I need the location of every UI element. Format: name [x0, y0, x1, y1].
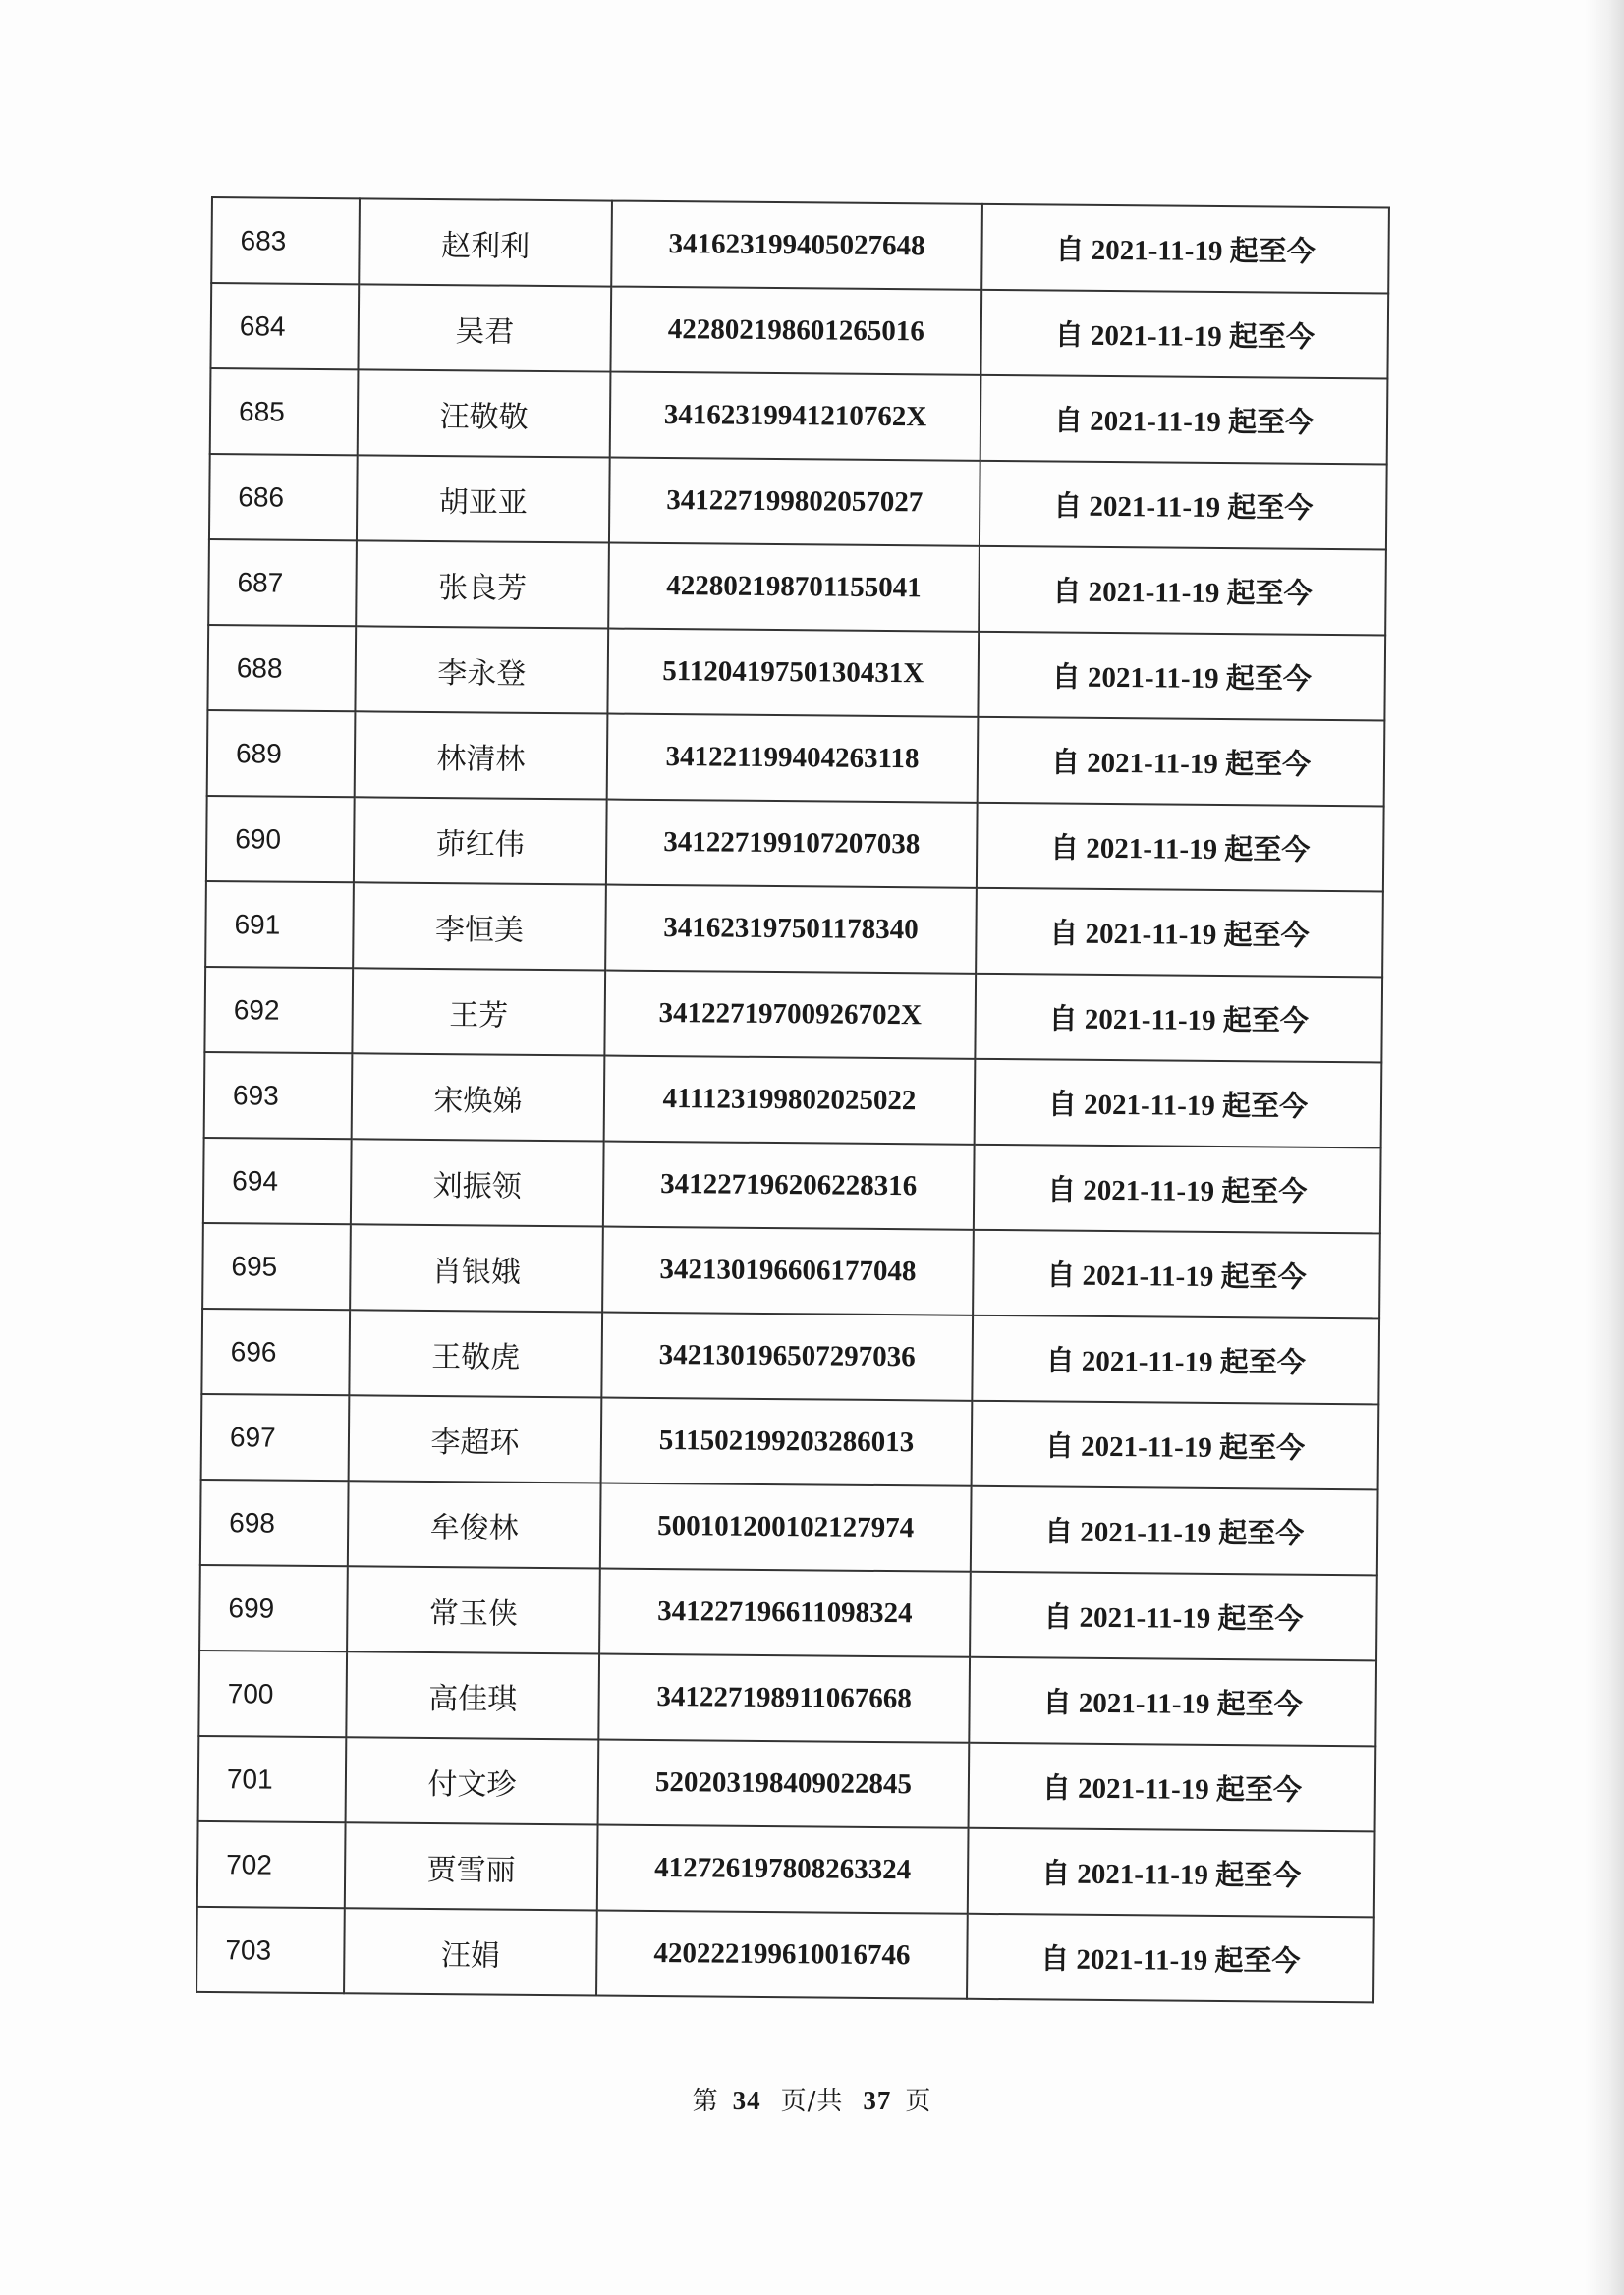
- row-number: 703: [196, 1907, 345, 1993]
- person-name: 吴君: [358, 284, 611, 371]
- table-row: [201, 1394, 1379, 1489]
- person-name: 宋焕娣: [352, 1053, 605, 1141]
- person-name: 李恒美: [353, 882, 606, 970]
- row-number: 692: [204, 967, 353, 1053]
- table-row: [199, 1565, 1377, 1660]
- id-number: 411123199802025022: [604, 1056, 976, 1145]
- row-number: 697: [201, 1394, 350, 1481]
- table-row: [200, 1480, 1378, 1575]
- validity-period: 自 2021-11-19 起至今: [970, 1572, 1377, 1661]
- validity-period: 自 2021-11-19 起至今: [976, 888, 1383, 978]
- table-row: [211, 197, 1389, 293]
- row-number: 689: [207, 710, 356, 797]
- row-number: 700: [198, 1651, 347, 1737]
- validity-period: 自 2021-11-19 起至今: [977, 803, 1384, 892]
- current-page-number: 34: [732, 2086, 761, 2115]
- validity-period: 自 2021-11-19 起至今: [974, 1145, 1381, 1234]
- records-table: [196, 196, 1390, 2003]
- validity-period: 自 2021-11-19 起至今: [979, 546, 1386, 636]
- row-number: 699: [199, 1565, 348, 1651]
- table-row: [209, 454, 1387, 549]
- person-name: 张良芳: [356, 540, 609, 628]
- validity-period: 自 2021-11-19 起至今: [978, 717, 1385, 807]
- table-row: [196, 1907, 1374, 2002]
- row-number: 685: [210, 368, 359, 455]
- id-number: 422802198701155041: [608, 543, 980, 632]
- person-name: 汪娟: [344, 1908, 597, 1995]
- validity-period: 自 2021-11-19 起至今: [969, 1743, 1376, 1832]
- page-footer: [0, 2081, 1624, 2117]
- validity-period: 自 2021-11-19 起至今: [978, 632, 1385, 721]
- records-table-body: [196, 197, 1389, 2002]
- validity-period: 自 2021-11-19 起至今: [968, 1828, 1375, 1918]
- table-row: [204, 967, 1382, 1062]
- id-number: 342130196606177048: [602, 1227, 974, 1315]
- row-number: 690: [206, 796, 355, 882]
- person-name: 李永登: [355, 626, 608, 713]
- person-name: 王芳: [352, 968, 605, 1055]
- person-name: 刘振领: [351, 1139, 604, 1226]
- table-row: [206, 796, 1384, 891]
- id-number: 511502199203286013: [601, 1398, 973, 1486]
- scan-shadow-edge: [1585, 0, 1624, 2295]
- table-row: [210, 283, 1388, 378]
- validity-period: 自 2021-11-19 起至今: [967, 1914, 1374, 2003]
- validity-period: 自 2021-11-19 起至今: [981, 204, 1389, 294]
- row-number: 696: [201, 1309, 350, 1395]
- person-name: 林清林: [355, 711, 608, 799]
- validity-period: 自 2021-11-19 起至今: [972, 1401, 1379, 1490]
- id-number: 341227196611098324: [599, 1569, 971, 1657]
- id-number: 500101200102127974: [600, 1483, 972, 1572]
- table-row: [198, 1651, 1376, 1746]
- validity-period: 自 2021-11-19 起至今: [972, 1315, 1379, 1405]
- id-number: 341227199802057027: [609, 458, 980, 546]
- row-number: 687: [208, 539, 357, 626]
- footer-suffix: 页: [905, 2087, 932, 2116]
- person-name: 胡亚亚: [357, 455, 610, 542]
- footer-prefix: 第: [692, 2087, 719, 2116]
- row-number: 693: [204, 1052, 353, 1139]
- row-number: 691: [205, 881, 354, 968]
- row-number: 683: [211, 197, 360, 284]
- person-name: 贾雪丽: [345, 1822, 598, 1910]
- validity-period: 自 2021-11-19 起至今: [980, 375, 1388, 465]
- validity-period: 自 2021-11-19 起至今: [971, 1486, 1378, 1576]
- id-number: 412726197808263324: [597, 1824, 969, 1913]
- table-row: [198, 1736, 1376, 1831]
- id-number: 342130196507297036: [601, 1313, 973, 1401]
- id-number: 341227199107207038: [606, 800, 978, 888]
- id-number: 34162319941210762X: [610, 372, 981, 461]
- id-number: 34122719700926702X: [604, 971, 976, 1059]
- table-row: [207, 710, 1385, 806]
- table-row: [207, 625, 1385, 720]
- person-name: 赵利利: [359, 198, 612, 286]
- row-number: 686: [209, 454, 358, 540]
- row-number: 684: [210, 283, 359, 369]
- records-table-wrapper: [196, 196, 1390, 2003]
- validity-period: 自 2021-11-19 起至今: [973, 1230, 1380, 1319]
- row-number: 695: [202, 1223, 351, 1310]
- row-number: 694: [203, 1138, 352, 1224]
- validity-period: 自 2021-11-19 起至今: [980, 290, 1388, 379]
- id-number: 520203198409022845: [598, 1740, 970, 1828]
- table-row: [201, 1309, 1379, 1404]
- footer-middle: 页/共: [780, 2087, 844, 2116]
- person-name: 常玉侠: [347, 1566, 600, 1653]
- validity-period: 自 2021-11-19 起至今: [975, 974, 1382, 1063]
- row-number: 702: [197, 1821, 346, 1908]
- table-row: [204, 1052, 1382, 1148]
- person-name: 王敬虎: [349, 1310, 602, 1397]
- person-name: 肖银娥: [350, 1224, 603, 1312]
- validity-period: 自 2021-11-19 起至今: [969, 1657, 1376, 1747]
- id-number: 341623199405027648: [611, 201, 982, 290]
- row-number: 688: [207, 625, 356, 711]
- table-row: [205, 881, 1383, 977]
- row-number: 701: [198, 1736, 347, 1822]
- validity-period: 自 2021-11-19 起至今: [975, 1059, 1382, 1148]
- id-number: 51120419750130431X: [607, 629, 979, 717]
- id-number: 422802198601265016: [610, 287, 981, 375]
- table-row: [197, 1821, 1375, 1917]
- total-pages-number: 37: [863, 2086, 892, 2115]
- person-name: 付文珍: [346, 1737, 599, 1824]
- person-name: 高佳琪: [346, 1651, 599, 1739]
- person-name: 牟俊林: [348, 1481, 601, 1568]
- id-number: 341227196206228316: [603, 1142, 975, 1230]
- id-number: 341623197501178340: [605, 885, 977, 974]
- id-number: 420222199610016746: [596, 1910, 968, 1998]
- table-row: [208, 539, 1386, 635]
- id-number: 341227198911067668: [598, 1654, 970, 1743]
- id-number: 341221199404263118: [607, 714, 979, 803]
- table-row: [203, 1138, 1381, 1233]
- validity-period: 自 2021-11-19 起至今: [980, 461, 1387, 550]
- person-name: 茆红伟: [354, 797, 607, 884]
- table-row: [202, 1223, 1380, 1318]
- person-name: 李超环: [349, 1395, 602, 1483]
- person-name: 汪敬敬: [358, 369, 611, 457]
- row-number: 698: [200, 1480, 349, 1566]
- table-row: [210, 368, 1388, 464]
